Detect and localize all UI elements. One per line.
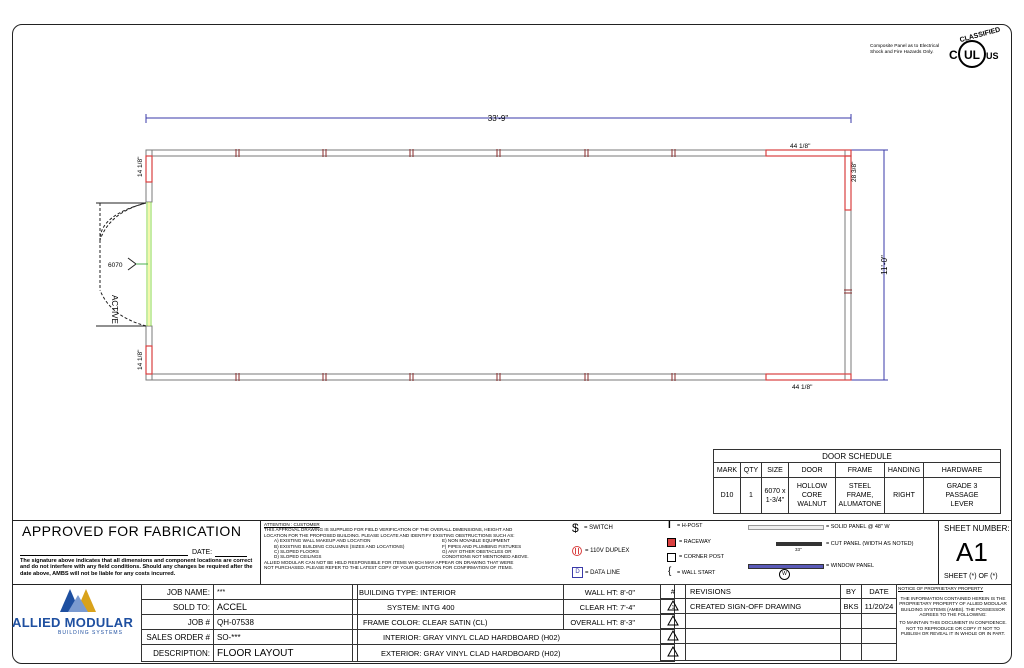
depth-dimension-label: 11'-0" <box>880 255 889 275</box>
attention-block: ATTENTION : CUSTOMER THIS APPROVAL DRAWING IS SUPPLIED FOR FIELD VERIFICATION OF THE OVERALL DIMENSIONS, HEIGHT AND LOCATION FOR THE PROPOSED BUILDING. PLEASE LOCATE AND IDENTIFY EXISTING OBSTRUCTIONS SUCH AS: A) EXISTING WALL MAKEUP AND LOCATION B) EXISTING BUILDING COLUMNS (SIZES AND LOCATIONS) C) SLOPED FLOORS D) SLOPED CEILINGS E) NON MOVABLE EQUIPMENT F) PIPES AND PLUMBING FIXTURES G) ANY OTHER OBSTACLES OR CONDITIONS NOT MENTIONED ABOVE. ALLIED MODULAR CAN NOT BE HELD RESPONSIBLE FOR ITEMS WHICH MAY APPEAR ON DRAWING THAT WERE NOT PURCHASED. PLEASE REFER TO THE LATEST COPY OF YOUR QUOTATION FOR CONFIRMATION OF ITEMS. <box>264 522 529 571</box>
raceway-legend: = RACEWAY <box>679 539 711 545</box>
left-wall-bottom <box>146 326 152 380</box>
wall-start-icon: { <box>668 566 672 577</box>
cut-panel-legend: = CUT PANEL (WIDTH AS NOTED) <box>826 541 914 547</box>
revisions-table: # REVISIONS BY DATE 1 CREATED SIGN-OFF DRAWING BKS 11/20/24 <box>660 584 897 661</box>
width-dimension-label: 33'-9" <box>487 114 509 123</box>
door-size-label: 6070 <box>108 262 123 269</box>
solid-panel-icon <box>748 525 824 530</box>
approved-title: APPROVED FOR FABRICATION <box>22 523 242 539</box>
wall-start-legend: = WALL START <box>677 570 716 576</box>
svg-text:CLASSIFIED: CLASSIFIED <box>959 26 1002 45</box>
hpost-legend: = H-POST <box>677 523 703 529</box>
hpost-icon: I <box>668 520 671 531</box>
solid-panel-legend: = SOLID PANEL @ 48" W <box>826 524 890 530</box>
cut-panel-icon <box>776 542 822 546</box>
data-line-legend: = DATA LINE <box>585 570 620 576</box>
corner-top-label: 44 1/8" <box>790 143 811 150</box>
cert-note: Composite Panel as to Electrical Shock and Fire Hazards Only. <box>870 44 940 55</box>
window-panel-legend: = WINDOW PANEL <box>826 563 875 569</box>
sheet-number: A1 <box>956 537 988 567</box>
door-active-label: ACTIVE <box>110 295 119 324</box>
logo-name: ALLIED MODULAR <box>12 615 134 630</box>
sheet-number-label: SHEET NUMBER: <box>944 524 1010 533</box>
date-line[interactable] <box>215 556 247 557</box>
right-wall <box>845 150 851 380</box>
corner-post-legend: = CORNER POST <box>679 554 725 560</box>
approval-statement: The signature above indicates that all dimensions and component locations are correct and do not interfere with any field conditions. Should any changes be required after the date above, AMBS will not be liable for any costs incurred. <box>20 558 253 577</box>
svg-text:US: US <box>986 51 999 61</box>
duplex-icon <box>571 545 583 557</box>
corner-post-icon <box>667 553 676 562</box>
date-label: DATE: <box>192 549 213 556</box>
svg-text:C: C <box>949 48 958 62</box>
svg-text:1: 1 <box>671 604 675 611</box>
raceway-icon <box>667 538 676 547</box>
job-info-table: JOB NAME: *** SOLD TO: ACCEL JOB # QH-07538 SALES ORDER # SO-*** DESCRIPTION: FLOOR LAYOUT <box>141 584 358 662</box>
duplex-legend: = 110V DUPLEX <box>585 548 630 554</box>
left-bottom-label: 14 1/8" <box>137 349 144 370</box>
proprietary-notice: NOTICE OF PROPRIETARY PROPERTY THE INFORMATION CONTAINED HEREIN IS THE PROPRIETARY PROPERTY OF ALLIED MODULAR BUILDING SYSTEMS (AMBS). THE POSSESSOR AGREES TO THE FOLLOWING: TO MAINTAIN THIS DOCUMENT IN CONFIDENCE. NOT TO REPRODUCE OR COPY IT NOT TO PUBLISH OR REVEAL IT IN WHOLE OR IN PART. <box>898 586 1007 637</box>
signature-line[interactable] <box>20 555 188 556</box>
bottom-wall <box>146 374 851 380</box>
corner-bottom-label: 44 1/8" <box>792 384 813 391</box>
logo-sub: BUILDING SYSTEMS <box>58 630 123 636</box>
top-wall <box>146 150 851 156</box>
svg-text:UL: UL <box>964 48 980 62</box>
data-line-icon: D <box>572 567 583 578</box>
switch-legend: = SWITCH <box>584 525 613 531</box>
left-wall-top <box>146 150 152 202</box>
allied-modular-logo-icon <box>58 587 98 613</box>
left-top-label: 14 1/8" <box>137 156 144 177</box>
sheet-of: SHEET (*) OF (*) <box>944 573 998 580</box>
corner-side-label: 28 3/8" <box>851 161 858 182</box>
switch-icon: $ <box>572 521 579 535</box>
building-specs-table: BUILDING TYPE: INTERIOR WALL HT: 8'-0" SYSTEM: INTG 400 CLEAR HT: 7'-4" FRAME COLOR: CLEAR SATIN (CL) OVERALL HT: 8'-3" INTERIOR: GRAY VINYL CLAD HARDBOARD (H02) EXTERIOR: GRAY VINYL CLAD HARDBOARD (H02) <box>352 584 675 662</box>
door-schedule: DOOR SCHEDULE MARK QTY SIZE DOOR FRAME HANDING HARDWARE D10 1 6070 x 1-3/4" HOLLOW CORE WALNUT STEEL FRAME, ALUMATONE RIGHT GRADE 3 PASSAGE LEVER <box>713 449 1001 514</box>
